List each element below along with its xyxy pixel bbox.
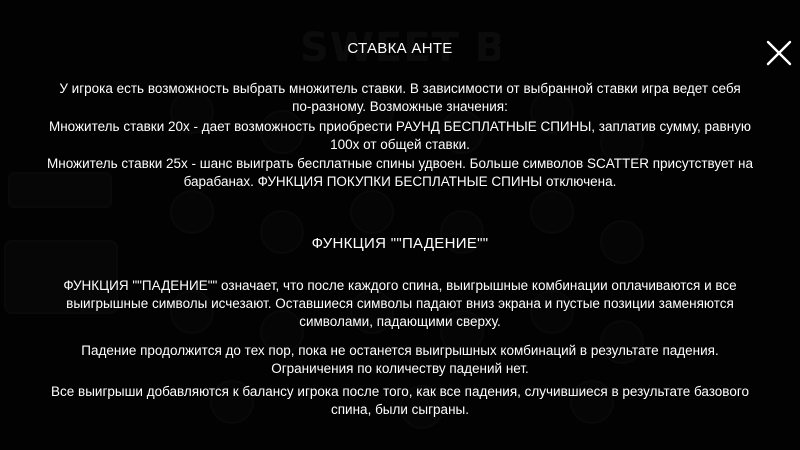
tumble-feature-title: ФУНКЦИЯ ""ПАДЕНИЕ"" <box>311 235 489 252</box>
text-line: Все выигрыши добавляются к балансу игрока после того, как все падения, случившиеся в результате базового <box>51 384 749 399</box>
ante-paragraph-3 <box>0 155 800 191</box>
text-line: символами, падающими сверху. <box>299 314 501 329</box>
text-line: У игрока есть возможность выбрать множитель ставки. В зависимости от выбранной ставки игра ведет себя <box>59 81 741 96</box>
ante-paragraph-2 <box>0 118 800 154</box>
ante-paragraph-1 <box>0 80 800 116</box>
text-line: Ограничения по количеству падений нет. <box>271 361 529 376</box>
tumble-paragraph-1 <box>0 277 800 331</box>
tumble-paragraph-3 <box>0 383 800 419</box>
text-line: спина, были сыграны. <box>331 402 469 417</box>
text-line: Множитель ставки 25x - шанс выиграть бесплатные спины удвоен. Больше символов SCATTER присутствует на <box>47 156 753 171</box>
close-button[interactable] <box>762 36 796 70</box>
tumble-paragraph-2 <box>0 342 800 378</box>
text-line: ФУНКЦИЯ ""ПАДЕНИЕ"" означает, что после каждого спина, выигрышные комбинации оплачиваются и все <box>63 278 737 293</box>
close-icon <box>762 36 796 70</box>
text-line: барабанах. ФУНКЦИЯ ПОКУПКИ БЕСПЛАТНЫЕ СПИНЫ отключена. <box>183 174 617 189</box>
text-line: Падение продолжится до тех пор, пока не останется выигрышных комбинаций в результате падения. <box>81 343 719 358</box>
text-line: по-разному. Возможные значения: <box>292 99 508 114</box>
text-line: Множитель ставки 20x - дает возможность приобрести РАУНД БЕСПЛАТНЫЕ СПИНЫ, заплатив сумму, равную <box>48 119 752 134</box>
text-line: 100x от общей ставки. <box>330 137 470 152</box>
ante-bet-title: СТАВКА АНТЕ <box>347 40 453 57</box>
text-line: выигрышные символы исчезают. Оставшиеся символы падают вниз экрана и пустые позиции заменяются <box>66 296 734 311</box>
